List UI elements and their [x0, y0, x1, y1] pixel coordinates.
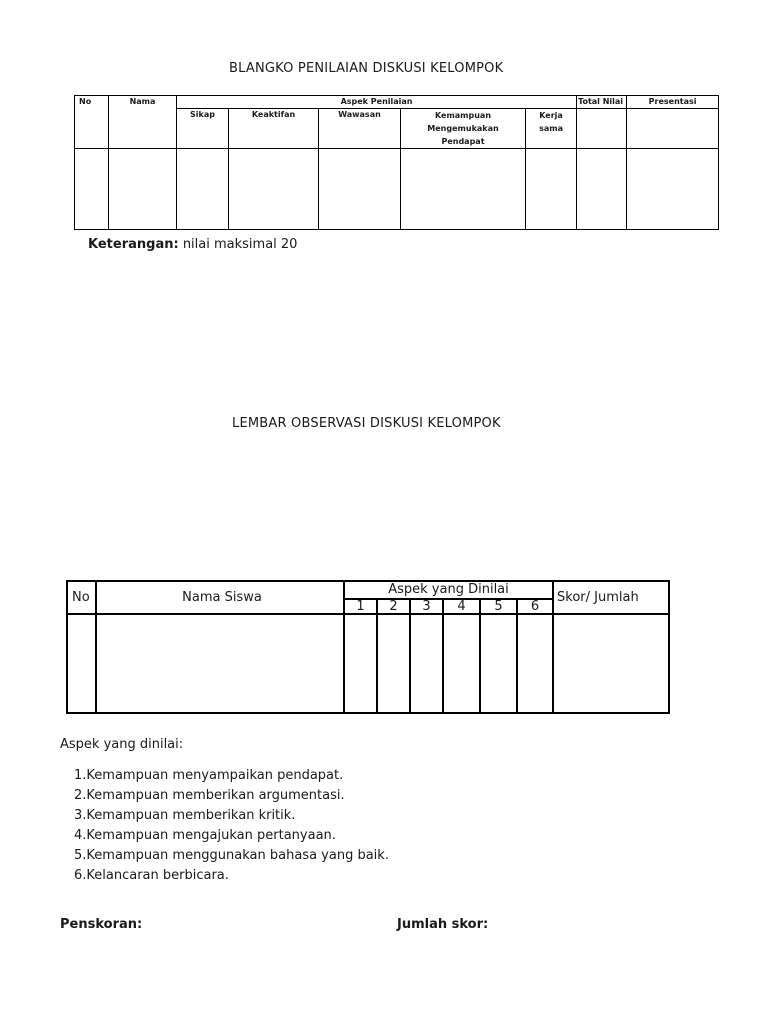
- table-cell: [229, 149, 319, 230]
- table-observasi: [66, 580, 670, 714]
- header-total-blank: [577, 109, 627, 149]
- header-sikap: Sikap: [177, 109, 229, 149]
- header-presentasi-blank: [627, 109, 719, 149]
- table-cell: [526, 149, 577, 230]
- aspek-heading-colon: :: [178, 737, 184, 752]
- aspek-number: 2: [377, 599, 410, 614]
- header-no: No: [75, 96, 109, 149]
- aspek-number: 1: [344, 599, 377, 614]
- header-wawasan: Wawasan: [319, 109, 401, 149]
- list-item: 5.Kemampuan menggunakan bahasa yang baik.: [74, 848, 389, 863]
- header-presentasi: Presentasi: [627, 96, 719, 109]
- list-item: 6.Kelancaran berbicara.: [74, 868, 229, 883]
- header-kemampuan: Kemampuan Mengemukakan Pendapat: [401, 109, 526, 149]
- title-lembar-observasi: LEMBAR OBSERVASI DISKUSI KELOMPOK: [232, 416, 501, 431]
- table-cell: [377, 614, 410, 713]
- header-nama-siswa: Nama Siswa: [96, 581, 344, 614]
- list-item: 2.Kemampuan memberikan argumentasi.: [74, 788, 345, 803]
- table-cell: [553, 614, 669, 713]
- aspek-number: 6: [517, 599, 553, 614]
- header-total-nilai: Total Nilai: [577, 96, 627, 109]
- table-penilaian: [74, 95, 719, 230]
- header-nama: Nama: [109, 96, 177, 149]
- list-item: 3.Kemampuan memberikan kritik.: [74, 808, 296, 823]
- table-cell: [67, 614, 96, 713]
- table-cell: [96, 614, 344, 713]
- table-cell: [319, 149, 401, 230]
- table-cell: [109, 149, 177, 230]
- header-keaktifan: Keaktifan: [229, 109, 319, 149]
- keterangan-value: nilai maksimal 20: [182, 237, 298, 252]
- header-no: No: [67, 581, 96, 614]
- list-item: 1.Kemampuan menyampaikan pendapat.: [74, 768, 344, 783]
- aspek-heading: [60, 737, 183, 752]
- table-cell: [344, 614, 377, 713]
- table-cell: [517, 614, 553, 713]
- aspek-list: [74, 766, 389, 886]
- penskoran-label: Penskoran:: [60, 917, 143, 932]
- jumlah-skor-label: Jumlah skor:: [397, 917, 489, 932]
- aspek-number: 3: [410, 599, 443, 614]
- header-aspek-dinilai: Aspek yang Dinilai: [344, 581, 553, 599]
- table-cell: [577, 149, 627, 230]
- aspek-number: 4: [443, 599, 480, 614]
- table-cell: [410, 614, 443, 713]
- list-item: 4.Kemampuan mengajukan pertanyaan.: [74, 828, 336, 843]
- aspek-heading-text: Aspek yang dinilai: [60, 737, 179, 752]
- header-kerja-sama: Kerja sama: [526, 109, 577, 149]
- keterangan-note: [88, 237, 297, 252]
- aspek-number: 5: [480, 599, 517, 614]
- table-cell: [401, 149, 526, 230]
- keterangan-label: Keterangan:: [88, 237, 179, 252]
- table-cell: [480, 614, 517, 713]
- header-aspek-penilaian: Aspek Penilaian: [177, 96, 577, 109]
- table-cell: [627, 149, 719, 230]
- title-blangko: BLANGKO PENILAIAN DISKUSI KELOMPOK: [229, 61, 504, 76]
- table-cell: [177, 149, 229, 230]
- header-skor-jumlah: Skor/ Jumlah: [553, 581, 669, 614]
- table-cell: [75, 149, 109, 230]
- table-cell: [443, 614, 480, 713]
